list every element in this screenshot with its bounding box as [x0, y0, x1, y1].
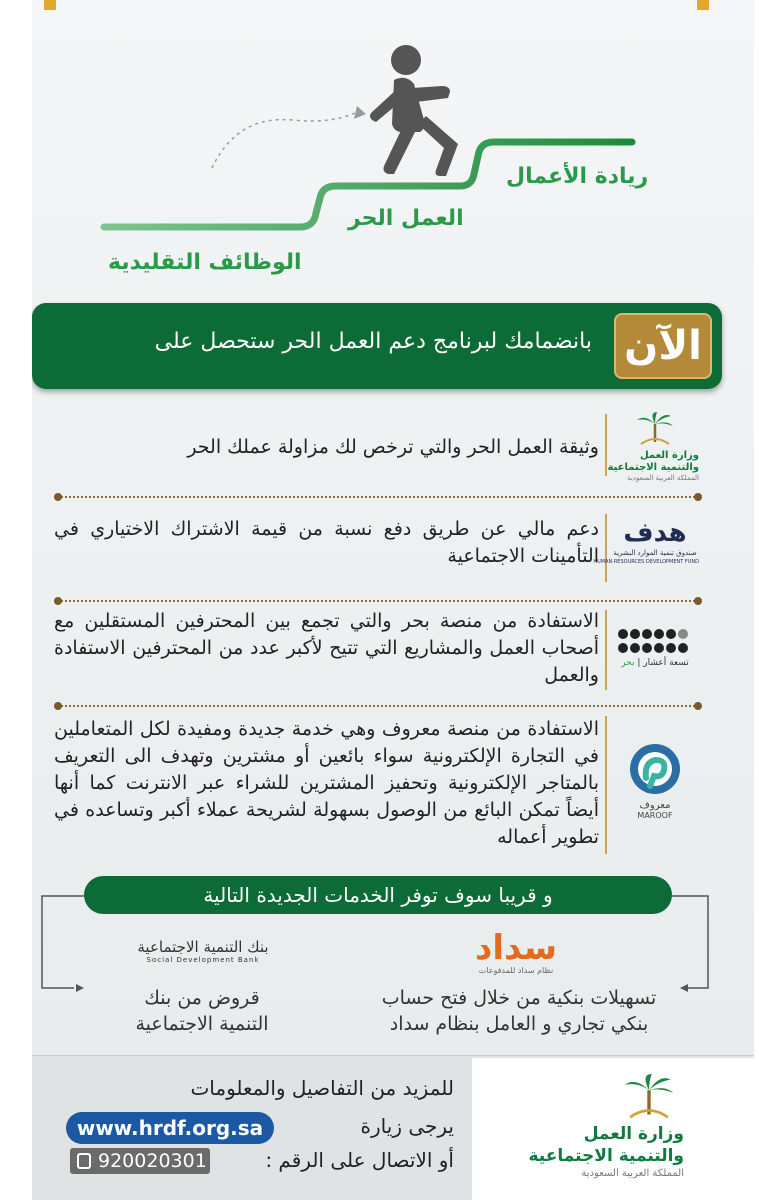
program-banner: [32, 303, 722, 389]
phone-number[interactable]: 920020301: [70, 1148, 210, 1174]
benefit-item-3: [54, 606, 699, 694]
phone-icon: [77, 1153, 91, 1169]
label-traditional-jobs: الوظائف التقليدية: [108, 250, 302, 275]
sadad-logo: سداد نظام سداد للمدفوعات: [456, 930, 576, 975]
label-entrepreneurship: ريادة الأعمال: [506, 164, 649, 189]
footer-call-label: أو الاتصال على الرقم :: [265, 1148, 454, 1172]
benefit-item-4: [54, 712, 699, 857]
divider: [605, 716, 607, 854]
maroof-logo: معروف MAROOF: [611, 742, 699, 820]
bahr-logo: تسعة أعشار | بحر: [611, 628, 699, 668]
sdb-logo-icon: بنك التنمية الاجتماعية: [137, 938, 269, 956]
divider: [605, 414, 607, 476]
hrdf-logo-icon: هدف: [623, 518, 687, 548]
service-sdb-text: قروض من بنك التنمية الاجتماعية: [135, 987, 269, 1035]
top-accent-left: [44, 0, 56, 10]
now-badge: الآن: [614, 313, 712, 379]
sdb-logo: بنك التنمية الاجتماعية Social Development Bank: [128, 938, 278, 964]
palm-swords-icon: [635, 412, 675, 446]
separator: [58, 705, 698, 707]
benefit-item-1: [54, 410, 699, 480]
walking-person-icon: [370, 45, 458, 176]
footer-more-info: للمزيد من التفاصيل والمعلومات: [190, 1076, 454, 1100]
separator: [58, 496, 698, 498]
separator: [58, 600, 698, 602]
divider: [605, 610, 607, 690]
motion-arrow-icon: [354, 106, 366, 119]
hrdf-logo: هدف صندوق تنمية الموارد البشرية HUMAN RESOURCES DEVELOPMENT FUND: [593, 518, 699, 565]
top-accent-right: [697, 0, 709, 10]
palm-swords-icon: [622, 1074, 676, 1120]
benefit-text: وثيقة العمل الحر والتي ترخص لك مزاولة عملك الحر: [187, 436, 599, 458]
banner-text: بانضمامك لبرنامج دعم العمل الحر ستحصل على: [154, 329, 592, 354]
sadad-logo-icon: سداد: [474, 928, 558, 968]
coming-soon-banner: و قريبا سوف توفر الخدمات الجديدة التالية: [84, 876, 672, 914]
footer-please-visit: يرجى زيارة: [360, 1114, 454, 1138]
poster: [32, 0, 754, 1200]
label-freelance: العمل الحر: [348, 206, 464, 231]
footer-ministry-logo: وزارة العمل والتنمية الاجتماعية المملكة العربية السعودية: [472, 1058, 754, 1200]
service-sadad-text: تسهيلات بنكية من خلال فتح حساب بنكي تجاري و العامل بنظام سداد: [381, 987, 657, 1035]
benefit-text: دعم مالي عن طريق دفع نسبة من قيمة الاشتراك الاختياري في التأمينات الاجتماعية: [54, 518, 599, 567]
benefit-item-2: [54, 510, 699, 586]
website-link[interactable]: www.hrdf.org.sa: [66, 1112, 274, 1144]
benefit-text: الاستفادة من منصة معروف وهي خدمة جديدة ومفيدة لكل المتعاملين في التجارة الإلكترونية سواء بائعين أو مشترين وتهدف الى التعريف بالمتاجر الإلكترونية وتحفيز المشترين للشراء عبر الانترنت كما أنها أيضاً تمكن البائع من الوصول بسهولة لشريحة عملاء أكبر وتساعده في تطوير أعماله: [54, 718, 599, 848]
benefit-text: الاستفادة من منصة بحر والتي تجمع بين المحترفين المستقلين مع أصحاب العمل والمشاريع التي تتيح لأكبر عدد من المحترفين الاستفادة والعمل: [54, 610, 599, 686]
dots-grid-icon: [615, 628, 695, 654]
maroof-logo-icon: [628, 742, 682, 796]
divider: [605, 514, 607, 582]
motion-path: [212, 112, 357, 168]
ministry-logo: وزارة العمل والتنمية الاجتماعية المملكة العربية السعودية: [611, 412, 699, 482]
